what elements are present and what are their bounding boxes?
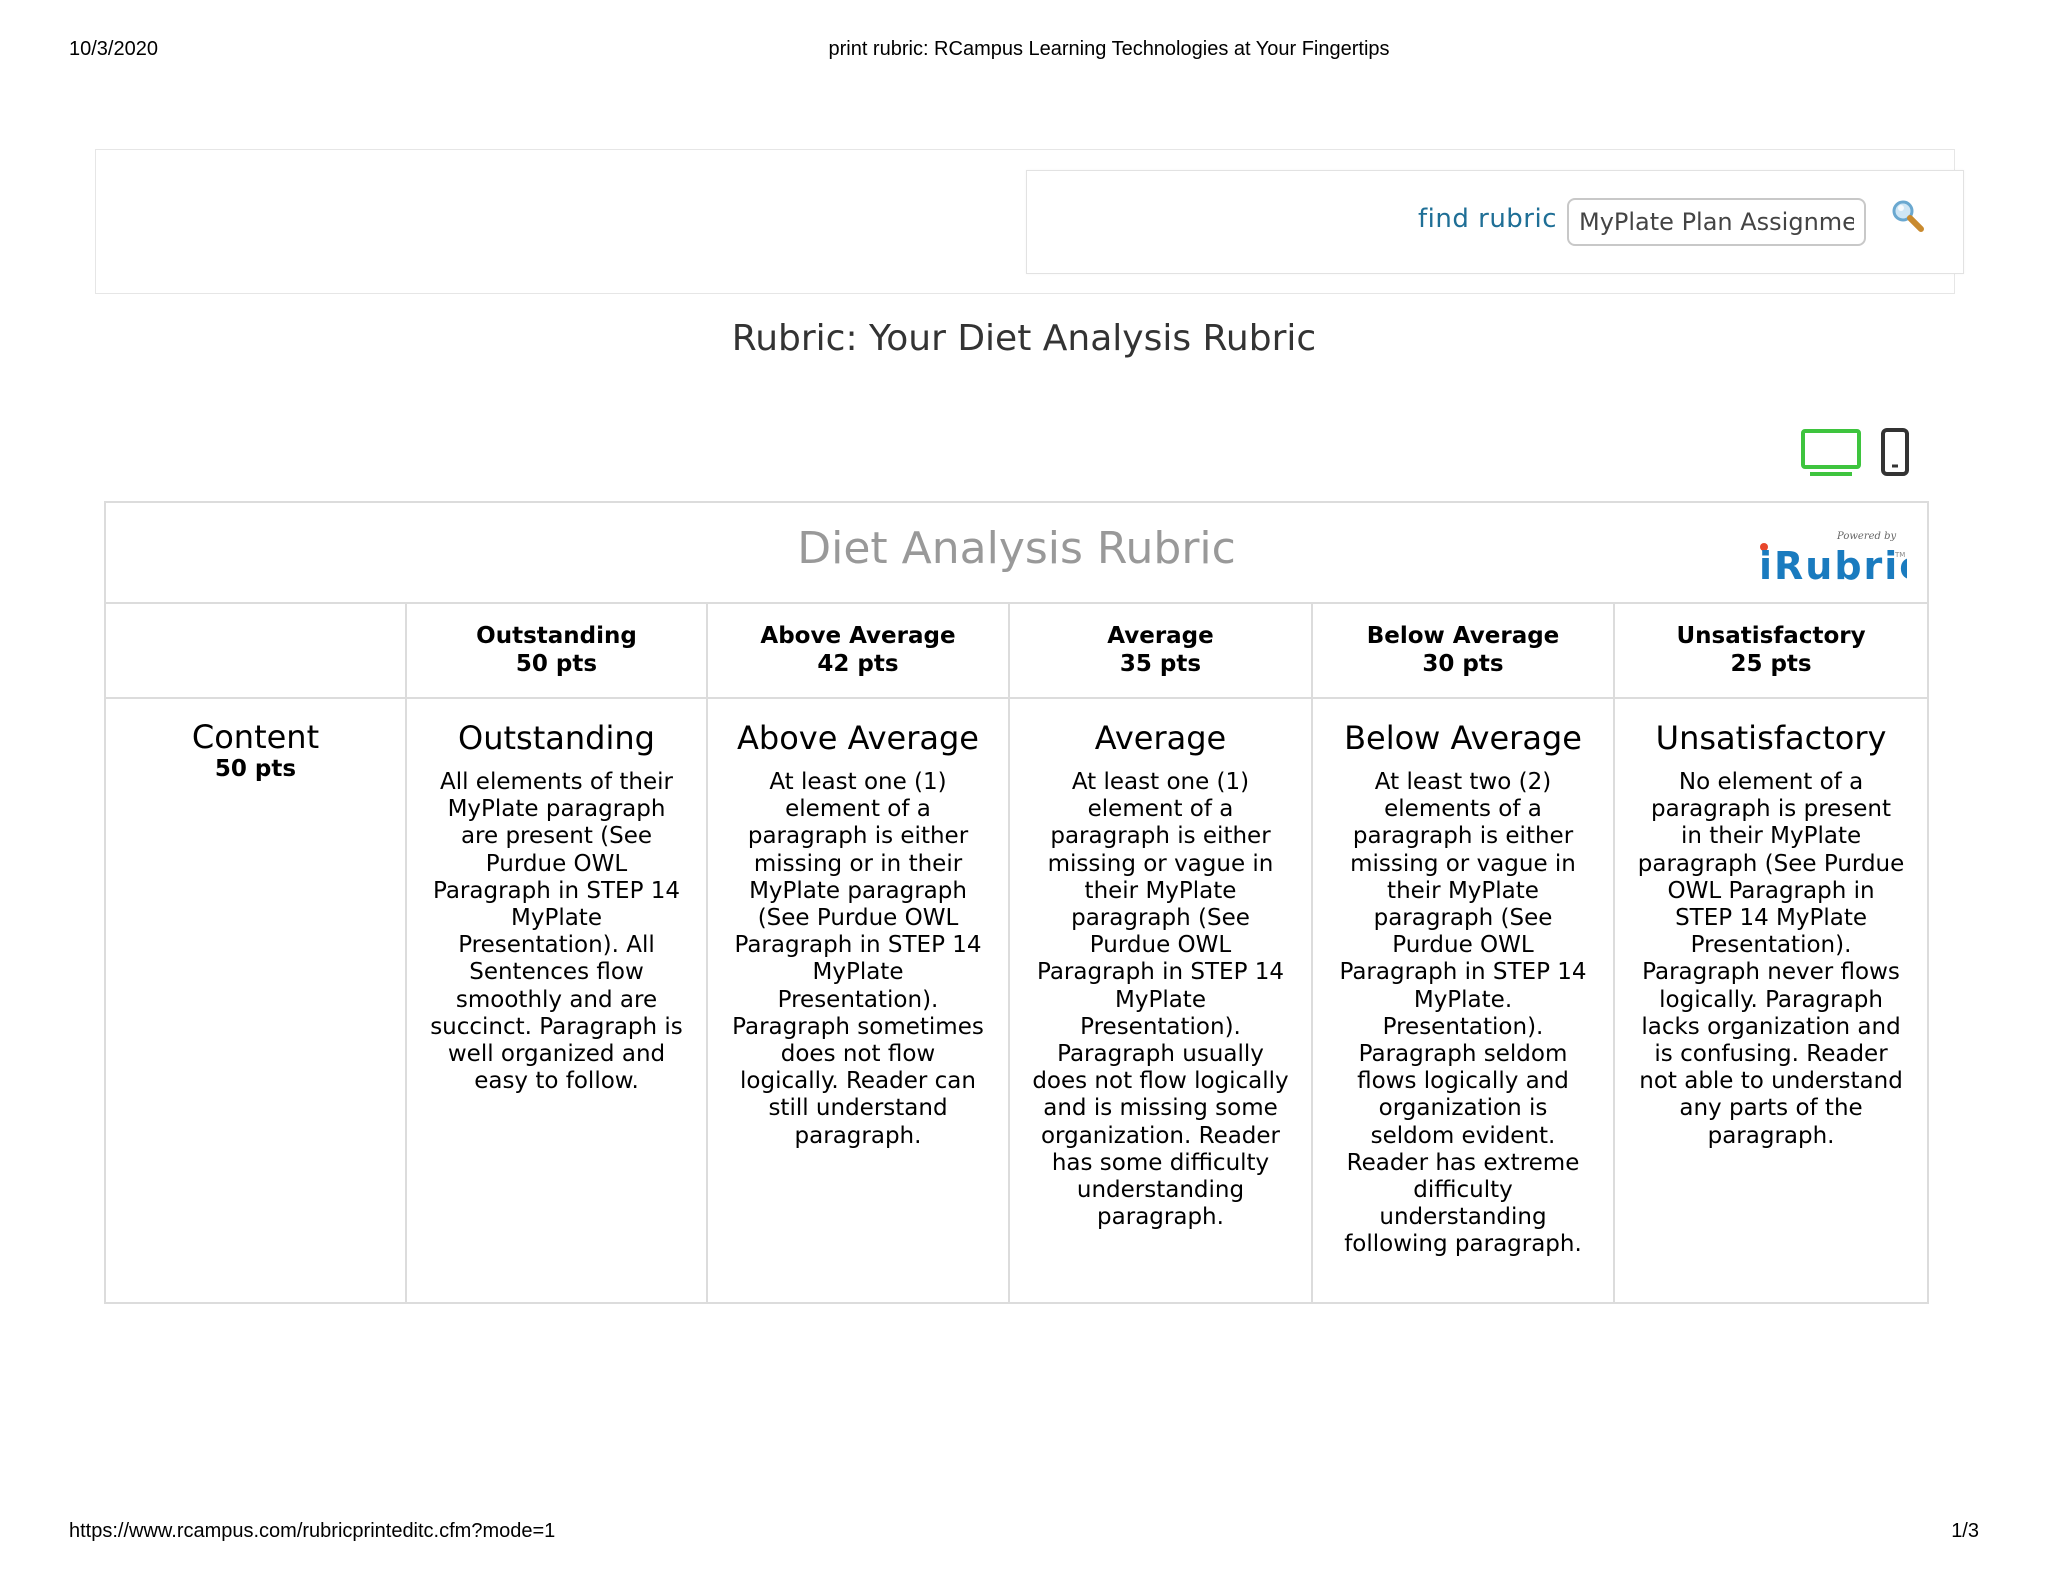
level-header [1614, 603, 1928, 698]
page-title: Rubric: Your Diet Analysis Rubric [731, 318, 1317, 359]
rubric-cell[interactable] [707, 698, 1009, 1303]
level-name: Average [1107, 623, 1214, 649]
print-footer-page: 1/3 [1951, 1520, 1979, 1542]
level-header [1009, 603, 1312, 698]
rubric-cell[interactable] [1009, 698, 1312, 1303]
print-header-title: print rubric: RCampus Learning Technologies at Your Fingertips [828, 38, 1390, 60]
level-header [1312, 603, 1614, 698]
level-name: Above Average [760, 623, 956, 649]
level-name: Below Average [1366, 623, 1560, 649]
cell-level-title: Above Average [737, 719, 979, 757]
criterion-points: 50 pts [214, 756, 297, 782]
cell-level-title: Average [1094, 719, 1227, 757]
level-header [406, 603, 707, 698]
rubric-cell[interactable] [1614, 698, 1928, 1303]
level-points: 25 pts [1730, 651, 1812, 677]
rubric-table [104, 501, 1929, 1304]
cell-description: At least one (1) element of a paragraph is either missing or in their MyPlate paragraph (See Purdue OWL Paragraph in STEP 14 MyPlate Presentation). Paragraph sometimes does not flow logically. Reader can still understand paragraph. [732, 769, 984, 1149]
rubric-title: Diet Analysis Rubric [797, 523, 1236, 574]
search-input[interactable] [1567, 198, 1866, 246]
level-name: Outstanding [476, 623, 637, 649]
cell-level-title: Outstanding [458, 719, 655, 757]
level-points: 35 pts [1119, 651, 1202, 677]
level-name: Unsatisfactory [1676, 623, 1866, 649]
print-footer-url: https://www.rcampus.com/rubricprinteditc.cfm?mode=1 [69, 1520, 556, 1542]
irubric-logo[interactable] [1757, 529, 1907, 585]
svg-text:Powered by: Powered by [1837, 531, 1897, 542]
level-points: 50 pts [515, 651, 598, 677]
cell-description: At least one (1) element of a paragraph is either missing or vague in their MyPlate paragraph (See Purdue OWL Paragraph in STEP 14 MyPlate Presentation). Paragraph usually does not flow logically and is missing some organization. Reader has some difficulty understanding paragraph. [1032, 769, 1289, 1231]
svg-text:TM: TM [1895, 551, 1906, 559]
cell-description: No element of a paragraph is present in their MyPlate paragraph (See Purdue OWL Paragraph in STEP 14 MyPlate Presentation). Paragraph never flows logically. Paragraph lacks organization and is confusing. Reader not able to understand any parts of the paragraph. [1637, 769, 1905, 1149]
svg-text:iRubric: iRubri [1759, 544, 1900, 585]
find-rubric-label: find rubric [1418, 204, 1558, 234]
cell-level-title: Below Average [1344, 719, 1582, 757]
criterion-name: Content [191, 718, 320, 756]
corner-cell [105, 603, 406, 698]
rubric-title-cell [105, 502, 1928, 603]
mobile-icon[interactable] [1880, 428, 1910, 476]
criterion-cell [105, 698, 406, 1303]
level-points: 42 pts [817, 651, 899, 677]
cell-description: At least two (2) elements of a paragraph is either missing or vague in their MyPlate paragraph (See Purdue OWL Paragraph in STEP 14 MyPlate. Presentation). Paragraph seldom flows logically and organization is seldom evident. Reader has extreme difficulty understanding following paragraph. [1339, 769, 1587, 1258]
magnifier-icon[interactable] [1890, 198, 1926, 234]
criterion-row [105, 698, 1928, 1303]
level-header [707, 603, 1009, 698]
rubric-cell[interactable] [1312, 698, 1614, 1303]
rubric-cell[interactable] [406, 698, 707, 1303]
desktop-icon[interactable] [1800, 428, 1862, 478]
level-points: 30 pts [1422, 651, 1504, 677]
print-header-date: 10/3/2020 [69, 38, 158, 60]
cell-level-title: Unsatisfactory [1655, 719, 1887, 757]
cell-description: All elements of their MyPlate paragraph are present (See Purdue OWL Paragraph in STEP 14 MyPlate Presentation). All Sentences flow smoothly and are succinct. Paragraph is well organized and easy to follow. [430, 769, 683, 1095]
